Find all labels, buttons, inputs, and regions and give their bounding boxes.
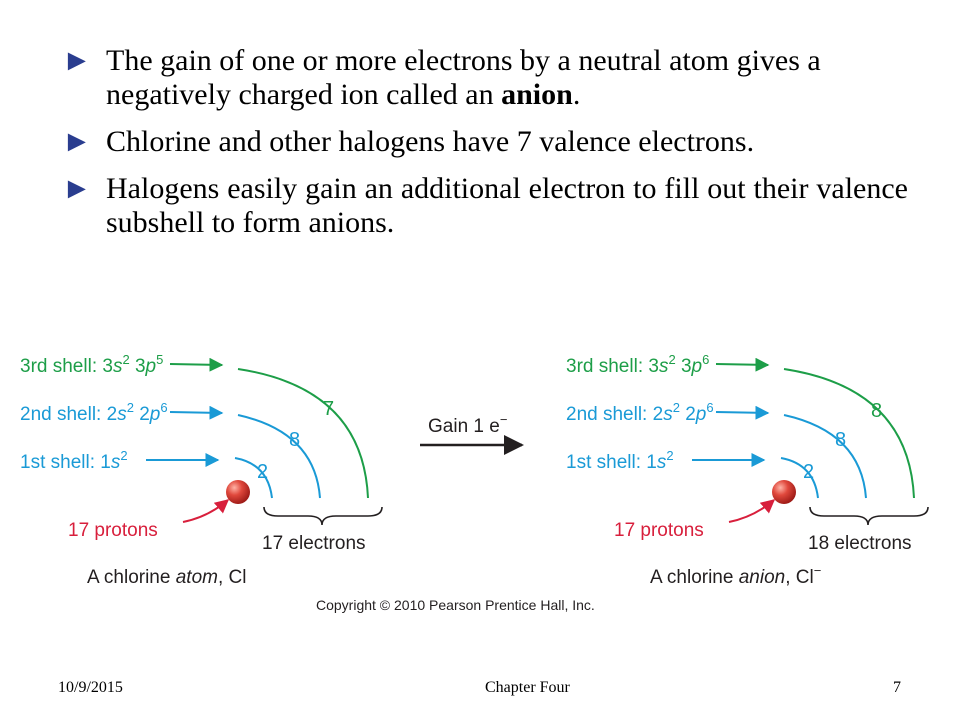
anion-shell1-label: 1st shell: $1s^2$ bbox=[566, 448, 674, 473]
copyright-notice: Copyright © 2010 Pearson Prentice Hall, Inc. bbox=[316, 597, 595, 613]
atom-caption: A chlorine atom, Cl bbox=[87, 567, 247, 588]
bullet-text-1: The gain of one or more electrons by a neutral atom gives a negatively charged ion called an anion. bbox=[106, 44, 821, 111]
reaction-label: Gain 1 e− bbox=[428, 412, 508, 437]
bullet-text-2: Chlorine and other halogens have 7 valence electrons. bbox=[106, 125, 755, 158]
atom-nucleus bbox=[226, 480, 250, 504]
footer-chapter: Chapter Four bbox=[485, 679, 570, 696]
atom-shell2-config: $2s^2$ $2p^6$ bbox=[106, 400, 168, 425]
bullet-item-3 bbox=[62, 172, 908, 240]
anion-shell1-count: 2 bbox=[803, 461, 815, 483]
atom-shell2-arrow bbox=[170, 412, 222, 413]
anion-panel bbox=[566, 352, 928, 588]
atom-shell1-label: 1st shell: $1s^2$ bbox=[20, 448, 128, 473]
anion-electrons-brace bbox=[810, 507, 928, 525]
anion-caption: A chlorine anion, Cl− bbox=[650, 563, 822, 588]
footer-date: 10/9/2015 bbox=[58, 679, 123, 696]
chlorine-anion-diagram bbox=[0, 330, 960, 620]
atom-electrons-brace bbox=[264, 507, 382, 525]
atom-electrons-label: 17 electrons bbox=[262, 533, 366, 554]
anion-shell3-count: 8 bbox=[871, 400, 883, 422]
atom-shell3-config: $3s^2$ $3p^5$ bbox=[102, 352, 164, 377]
bullet-marker-icon: ► bbox=[62, 172, 92, 205]
anion-shell2-config: $2s^2$ $2p^6$ bbox=[652, 400, 714, 425]
atom-panel bbox=[20, 352, 382, 588]
reaction bbox=[420, 412, 522, 445]
anion-protons-label: 17 protons bbox=[614, 520, 704, 541]
anion-shell1-config: $1s^2$ bbox=[646, 448, 674, 473]
atom-protons-arrow bbox=[183, 500, 228, 522]
bullet-marker-icon: ► bbox=[62, 44, 92, 77]
anion-shell3-label: 3rd shell: $3s^2$ $3p^6$ bbox=[566, 352, 710, 377]
anion-shell3-arrow bbox=[716, 364, 768, 365]
atom-shell3-label: 3rd shell: $3s^2$ $3p^5$ bbox=[20, 352, 164, 377]
bullet-list bbox=[62, 44, 908, 253]
atom-shell3-arrow bbox=[170, 364, 222, 365]
anion-electrons-label: 18 electrons bbox=[808, 533, 912, 554]
atom-shell2-label: 2nd shell: $2s^2$ $2p^6$ bbox=[20, 400, 168, 425]
bullet-marker-icon: ► bbox=[62, 125, 92, 158]
footer-page-number: 7 bbox=[893, 679, 901, 696]
anion-nucleus bbox=[772, 480, 796, 504]
bullet-text-3: Halogens easily gain an additional electron to fill out their valence subshell to form anions. bbox=[106, 172, 908, 239]
anion-shell3-config: $3s^2$ $3p^6$ bbox=[648, 352, 710, 377]
anion-shell2-arrow bbox=[716, 412, 768, 413]
bold-term-anion: anion bbox=[501, 78, 573, 111]
atom-shell2-arc bbox=[238, 415, 320, 498]
atom-shell1-count: 2 bbox=[257, 461, 269, 483]
anion-shell2-arc bbox=[784, 415, 866, 498]
atom-shell3-count: 7 bbox=[323, 398, 335, 420]
atom-shell2-count: 8 bbox=[289, 429, 301, 451]
anion-shell2-label: 2nd shell: $2s^2$ $2p^6$ bbox=[566, 400, 714, 425]
anion-protons-arrow bbox=[729, 500, 774, 522]
bullet-item-1 bbox=[62, 44, 908, 112]
bullet-item-2 bbox=[62, 125, 908, 159]
atom-protons-label: 17 protons bbox=[68, 520, 158, 541]
anion-shell2-count: 8 bbox=[835, 429, 847, 451]
atom-shell1-config: $1s^2$ bbox=[100, 448, 128, 473]
